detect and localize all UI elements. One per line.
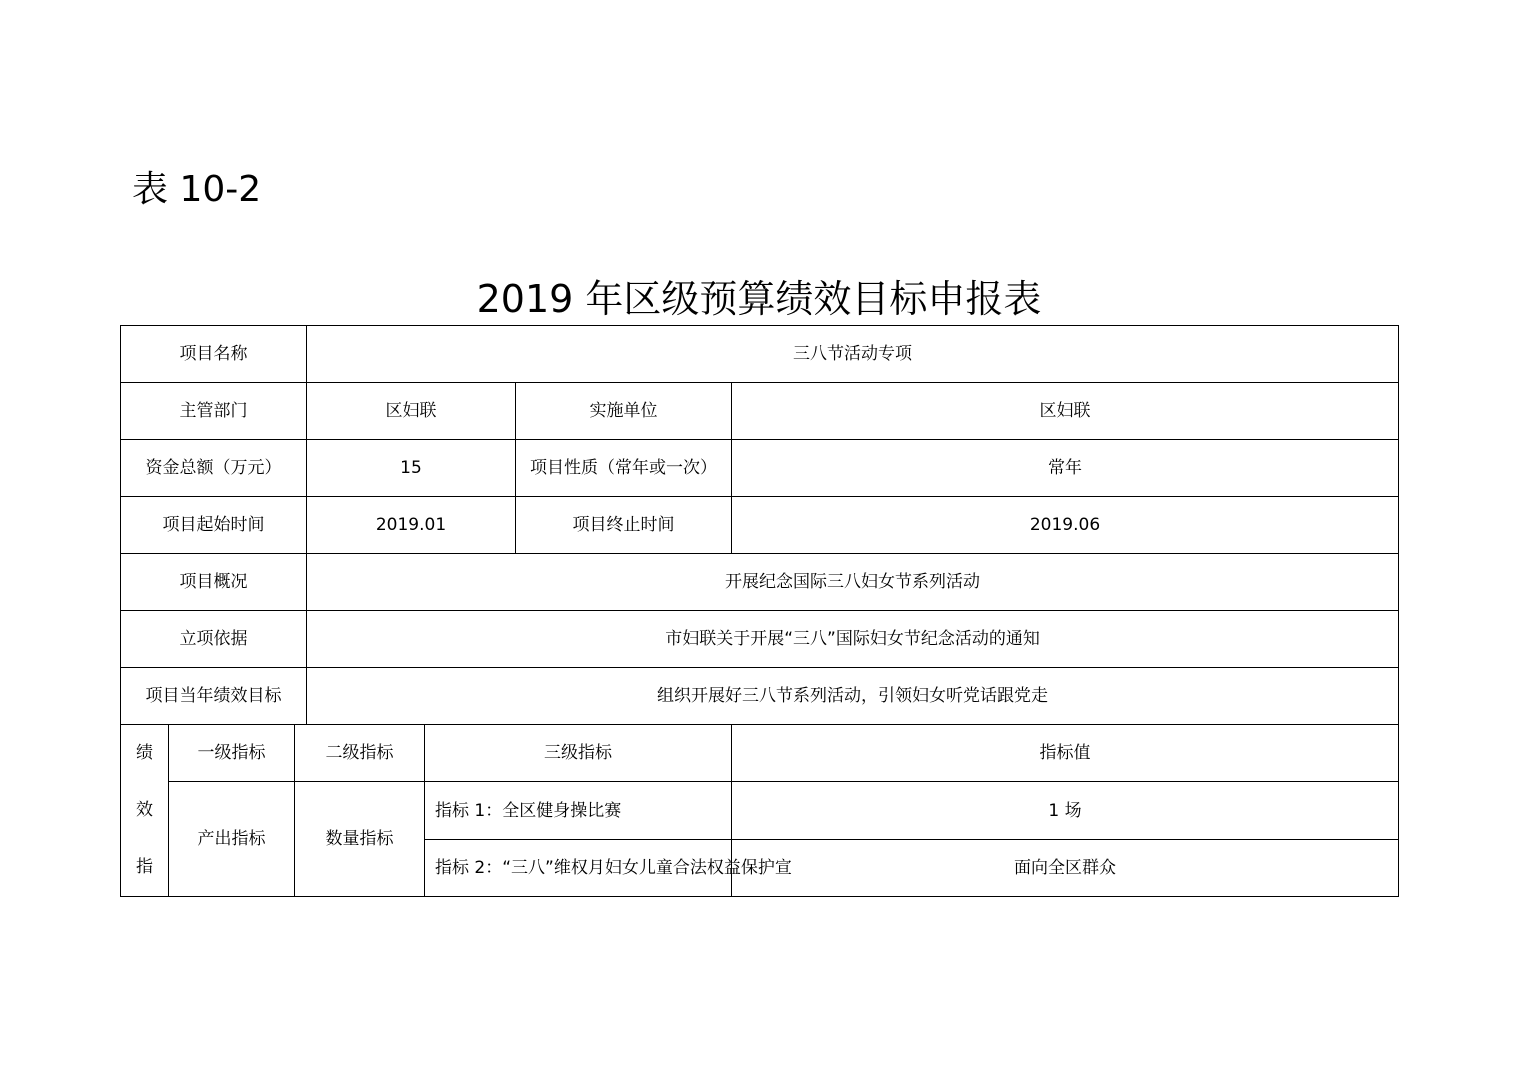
goal-label: 项目当年绩效目标 <box>121 668 307 725</box>
project-name-value: 三八节活动专项 <box>307 326 1399 383</box>
side-char: 效 <box>136 800 153 820</box>
performance-indicator-side-label <box>121 725 169 897</box>
overview-value: 开展纪念国际三八妇女节系列活动 <box>307 554 1399 611</box>
side-char: 绩 <box>136 743 153 763</box>
level2-quantity: 数量指标 <box>295 782 425 897</box>
table-number-label: 表 10-2 <box>132 169 262 210</box>
start-time-label: 项目起始时间 <box>121 497 307 554</box>
table-row <box>121 611 1399 668</box>
dept-label: 主管部门 <box>121 383 307 440</box>
table-row <box>121 383 1399 440</box>
funds-value: 15 <box>307 440 516 497</box>
start-time-value: 2019.01 <box>307 497 516 554</box>
indicator-value: 1 场 <box>732 782 1399 840</box>
nature-label: 项目性质（常年或一次） <box>516 440 732 497</box>
end-time-value: 2019.06 <box>732 497 1399 554</box>
table-row <box>121 497 1399 554</box>
table-row <box>121 782 1399 840</box>
level1-header: 一级指标 <box>169 725 295 782</box>
impl-unit-value: 区妇联 <box>732 383 1399 440</box>
end-time-label: 项目终止时间 <box>516 497 732 554</box>
nature-value: 常年 <box>732 440 1399 497</box>
project-name-label: 项目名称 <box>121 326 307 383</box>
document-title: 2019 年区级预算绩效目标申报表 <box>476 277 1042 321</box>
dept-value: 区妇联 <box>307 383 516 440</box>
table-row <box>121 326 1399 383</box>
impl-unit-label: 实施单位 <box>516 383 732 440</box>
overview-label: 项目概况 <box>121 554 307 611</box>
table-row <box>121 725 1399 782</box>
indicator-text: 指标 1：全区健身操比赛 <box>425 782 732 840</box>
table-row <box>121 554 1399 611</box>
indicator-value: 面向全区群众 <box>732 840 1399 897</box>
table-row <box>121 440 1399 497</box>
indicator-text: 指标 2：“三八”维权月妇女儿童合法权益保护宣 <box>425 840 732 897</box>
level2-header: 二级指标 <box>295 725 425 782</box>
basis-label: 立项依据 <box>121 611 307 668</box>
goal-value: 组织开展好三八节系列活动，引领妇女听党话跟党走 <box>307 668 1399 725</box>
table-row <box>121 668 1399 725</box>
indicator-value-header: 指标值 <box>732 725 1399 782</box>
funds-label: 资金总额（万元） <box>121 440 307 497</box>
level1-output: 产出指标 <box>169 782 295 897</box>
side-char: 指 <box>136 857 153 877</box>
level3-header: 三级指标 <box>425 725 732 782</box>
basis-value: 市妇联关于开展“三八”国际妇女节纪念活动的通知 <box>307 611 1399 668</box>
budget-target-table <box>120 325 1399 897</box>
